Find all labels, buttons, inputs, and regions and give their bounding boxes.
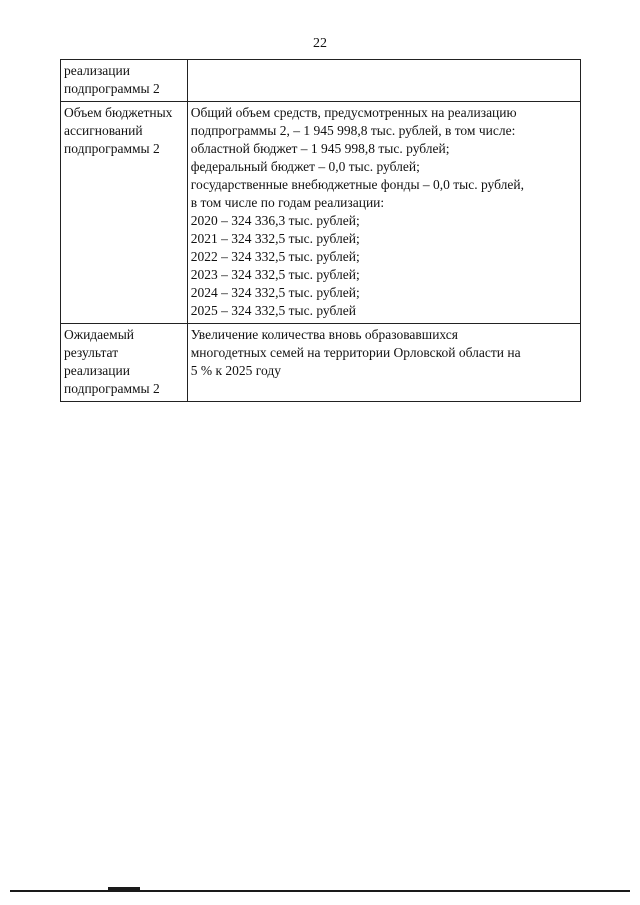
row-label-cell (61, 324, 188, 402)
label-line: ассигнований (64, 123, 143, 138)
value-line-year-2025: 2025 – 324 332,5 тыс. рублей (190, 303, 356, 318)
table-row-budget-allocations (61, 102, 581, 324)
value-line: Увеличение количества вновь образовавшихся (190, 327, 458, 342)
value-line-year-2023: 2023 – 324 332,5 тыс. рублей; (190, 267, 360, 282)
label-line: подпрограммы 2 (64, 81, 160, 96)
label-line: Объем бюджетных (64, 105, 173, 120)
value-line-total: подпрограммы 2, – 1 945 998,8 тыс. рублей, в том числе: (190, 123, 516, 138)
row-value-cell (187, 102, 580, 324)
value-line-regional: областной бюджет – 1 945 998,8 тыс. рублей; (190, 141, 450, 156)
row-label-cell (61, 102, 188, 324)
value-line-year-2022: 2022 – 324 332,5 тыс. рублей; (190, 249, 360, 264)
label-line: реализации (64, 363, 130, 378)
footer-rule (10, 890, 630, 892)
label-line: результат (64, 345, 119, 360)
value-line: 5 % к 2025 году (190, 363, 281, 378)
value-line-year-2024: 2024 – 324 332,5 тыс. рублей; (190, 285, 360, 300)
value-line-year-2021: 2021 – 324 332,5 тыс. рублей; (190, 231, 360, 246)
value-line-offbudget: государственные внебюджетные фонды – 0,0 тыс. рублей, (190, 177, 524, 192)
page-number: 22 (313, 36, 327, 51)
value-line-by-years: в том числе по годам реализации: (190, 195, 385, 210)
table-row-implementation-continued (61, 60, 581, 102)
value-line-year-2020: 2020 – 324 336,3 тыс. рублей; (190, 213, 360, 228)
row-value-cell (187, 324, 580, 402)
label-line: подпрограммы 2 (64, 141, 160, 156)
label-line: реализации (64, 63, 130, 78)
program-passport-table (60, 59, 581, 402)
value-line-federal: федеральный бюджет – 0,0 тыс. рублей; (190, 159, 420, 174)
footer-mark (108, 887, 140, 892)
table-row-expected-result (61, 324, 581, 402)
row-label-cell (61, 60, 188, 102)
label-line: подпрограммы 2 (64, 381, 160, 396)
label-line: Ожидаемый (64, 327, 134, 342)
value-line: многодетных семей на территории Орловской области на (190, 345, 521, 360)
value-line-total: Общий объем средств, предусмотренных на реализацию (190, 105, 517, 120)
row-value-cell (187, 60, 580, 102)
